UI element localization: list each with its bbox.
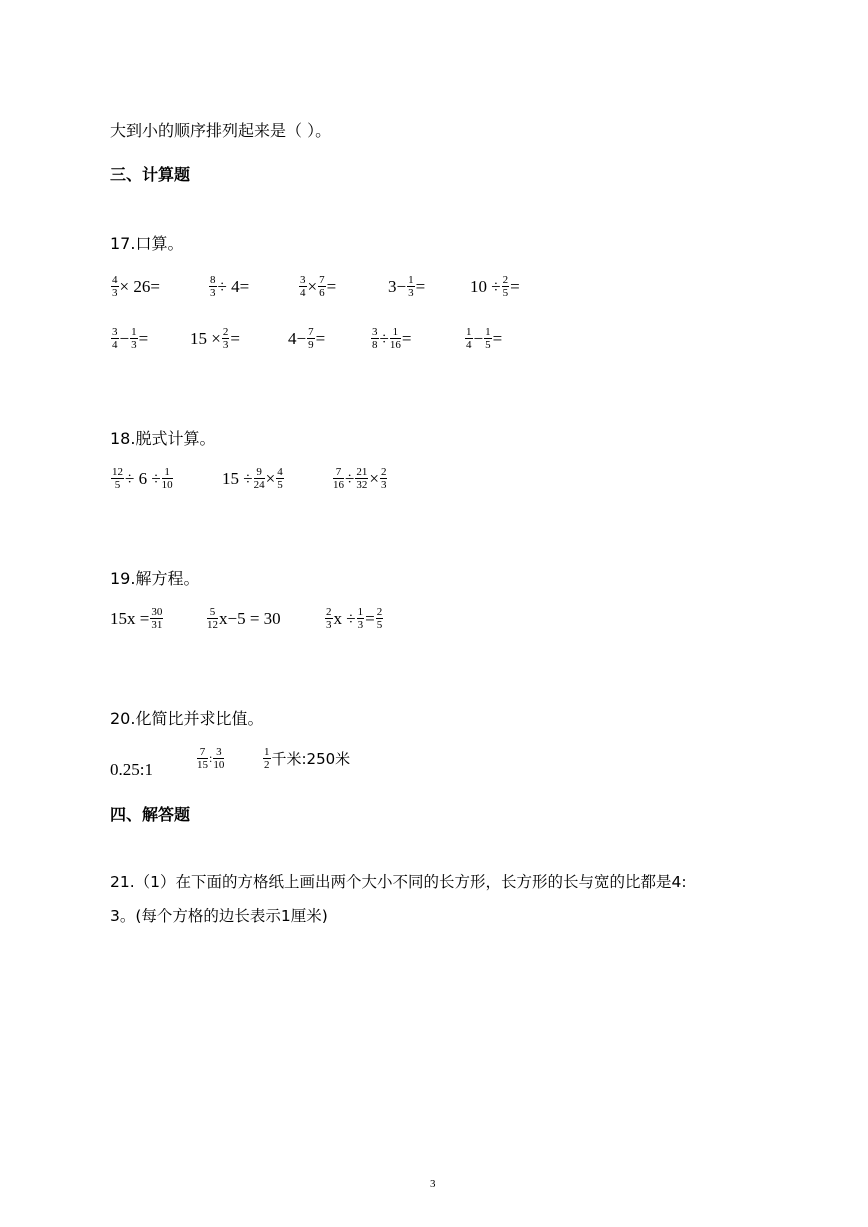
q19-equation-1: 15x = $\frac{30}{31}$ <box>110 606 163 631</box>
q17-item-3: $\frac{3}{4}$ × $\frac{7}{6}$ = <box>300 274 337 299</box>
q17-item-6: $\frac{3}{4}$ − $\frac{1}{3}$ = <box>112 326 149 351</box>
page-number: 3 <box>430 1178 436 1190</box>
q20-ratio-2: $\frac{7}{15}$ : $\frac{3}{10}$ <box>197 746 225 771</box>
q20-ratio-3: $\frac{1}{2}$ 千米:250米 <box>264 746 351 771</box>
q17-item-4: 3− $\frac{1}{3}$ = <box>388 274 426 299</box>
q19-equation-3: $\frac{2}{3}$ x ÷ $\frac{1}{3}$ = $\frac{2}{5}$ <box>326 606 383 631</box>
q18-expression-1: $\frac{12}{5}$ ÷ 6 ÷ $\frac{1}{10}$ <box>112 466 173 491</box>
section-heading-answer-questions: 四、解答题 <box>110 805 191 824</box>
q18-expression-2: 15 ÷ $\frac{9}{24}$ × $\frac{4}{5}$ <box>222 466 283 491</box>
question-18-label: 18.脱式计算。 <box>110 429 216 448</box>
q19-equation-2: $\frac{5}{12}$ x−5 = 30 <box>207 606 281 631</box>
question-17-label: 17.口算。 <box>110 234 184 253</box>
q17-item-8: 4− $\frac{7}{9}$ = <box>288 326 326 351</box>
intro-text: 大到小的顺序排列起来是（ ）。 <box>110 121 332 140</box>
question-19-label: 19.解方程。 <box>110 569 200 588</box>
q17-item-9: $\frac{3}{8}$ ÷ $\frac{1}{16}$ = <box>372 326 412 351</box>
question-21-line-2: 3。(每个方格的边长表示1厘米) <box>110 907 328 925</box>
question-21-line-1: 21.（1）在下面的方格纸上画出两个大小不同的长方形，长方形的长与宽的比都是4: <box>110 873 687 891</box>
q17-item-1: $\frac{4}{3}$ × 26= <box>112 274 160 299</box>
q20-ratio-1: 0.25:1 <box>110 760 153 779</box>
q17-item-7: 15 × $\frac{2}{3}$ = <box>190 326 240 351</box>
question-20-label: 20.化简比并求比值。 <box>110 709 264 728</box>
section-heading-calculation: 三、计算题 <box>110 165 191 184</box>
q17-item-5: 10 ÷ $\frac{2}{5}$ = <box>470 274 520 299</box>
q17-item-10: $\frac{1}{4}$ − $\frac{1}{5}$ = <box>466 326 503 351</box>
q17-item-2: $\frac{8}{3}$ ÷ 4= <box>210 274 250 299</box>
q18-expression-3: $\frac{7}{16}$ ÷ $\frac{21}{32}$ × $\frac{2}{3}$ <box>333 466 387 491</box>
